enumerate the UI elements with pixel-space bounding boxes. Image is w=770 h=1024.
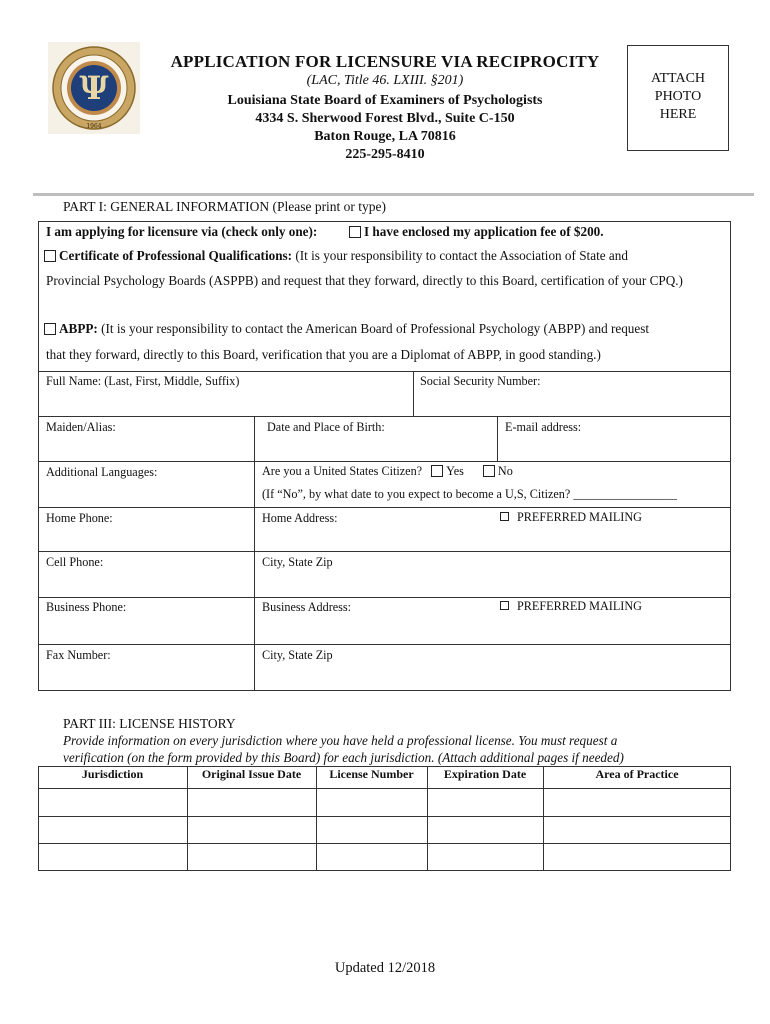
home-phone-label: Home Phone: (46, 511, 113, 525)
attach-photo-box[interactable] (627, 45, 729, 151)
maiden-label: Maiden/Alias: (46, 420, 116, 434)
citizen-no-label: No (497, 464, 513, 478)
full-name-label: Full Name: (Last, First, Middle, Suffix) (46, 374, 240, 388)
business-preferred-checkbox[interactable] (500, 601, 509, 610)
business-address-label: Business Address: (262, 600, 352, 614)
board-city: Baton Rouge, LA 70816 (314, 129, 456, 144)
citizen-if-no: (If “No”, by what date to you expect to become a U,S, Citizen? _________________ (262, 487, 677, 501)
board-seal-logo (48, 42, 140, 134)
abpp-line (44, 321, 649, 337)
business-preferred-mailing (500, 599, 642, 614)
board-phone: 225-295-8410 (345, 147, 425, 162)
col-jurisdiction: Jurisdiction (81, 767, 144, 781)
photo-label-1: ATTACH (650, 71, 706, 86)
home-preferred-mailing (500, 510, 642, 525)
abpp-title: ABPP: (59, 321, 98, 336)
business-preferred-label: PREFERRED MAILING (517, 599, 642, 613)
photo-label-2: PHOTO (654, 89, 702, 104)
part3-instructions-1: Provide information on every jurisdiction where you have held a professional license. You must request a (63, 733, 618, 748)
fax-label: Fax Number: (46, 648, 111, 662)
table-row[interactable] (39, 844, 730, 870)
col-license-number: License Number (329, 767, 414, 781)
col-area-of-practice: Area of Practice (595, 767, 679, 781)
fee-line (349, 224, 604, 240)
board-name: Louisiana State Board of Examiners of Psychologists (227, 93, 543, 108)
home-city-label: City, State Zip (262, 555, 333, 569)
photo-label-3: HERE (659, 107, 697, 122)
form-title: APPLICATION FOR LICENSURE VIA RECIPROCITY (170, 52, 600, 71)
cpq-title: Certificate of Professional Qualifications: (59, 248, 293, 263)
email-field[interactable] (499, 436, 729, 459)
email-label: E-mail address: (505, 420, 582, 434)
ssn-field[interactable] (415, 390, 729, 414)
maiden-field[interactable] (40, 436, 252, 459)
citizen-yes-label: Yes (446, 464, 464, 478)
cpq-checkbox[interactable] (44, 250, 56, 262)
fee-label: I have enclosed my application fee of $200. (364, 224, 604, 239)
abpp-text-1: (It is your responsibility to contact the American Board of Professional Psychology (ABPP) and request (101, 321, 650, 336)
home-preferred-label: PREFERRED MAILING (517, 510, 642, 524)
cpq-line (44, 248, 628, 264)
updated-date: Updated 12/2018 (334, 960, 436, 976)
cpq-text-1: (It is your responsibility to contact the Association of State and (295, 248, 628, 263)
citizen-yes-checkbox[interactable] (431, 465, 443, 477)
part1-heading: PART I: GENERAL INFORMATION (Please print or type) (63, 199, 387, 214)
abpp-text-2: that they forward, directly to this Board, verification that you are a Diplomat of ABPP, in good standing.) (46, 347, 601, 362)
home-address-label: Home Address: (262, 511, 338, 525)
svg-text:Ψ: Ψ (79, 69, 109, 107)
part3-instructions-2: verification (on the form provided by this Board) for each jurisdiction. (Attach additional pages if needed) (63, 750, 624, 765)
cell-phone-label: Cell Phone: (46, 555, 104, 569)
board-address: 4334 S. Sherwood Forest Blvd., Suite C-150 (255, 111, 515, 126)
col-original-issue-date: Original Issue Date (201, 767, 302, 781)
citizen-question-label: Are you a United States Citizen? (262, 464, 423, 478)
cpq-text-2: Provincial Psychology Boards (ASPPB) and request that they forward, directly to this Board, certification of your CPQ.) (46, 273, 683, 288)
abpp-checkbox[interactable] (44, 323, 56, 335)
col-expiration-date: Expiration Date (443, 767, 527, 781)
svg-text:1964: 1964 (86, 123, 102, 130)
citizen-question (262, 464, 513, 479)
dob-label: Date and Place of Birth: (267, 420, 385, 434)
full-name-field[interactable] (40, 390, 411, 414)
citizen-no-checkbox[interactable] (483, 465, 495, 477)
table-row[interactable] (39, 789, 730, 815)
fee-checkbox[interactable] (349, 226, 361, 238)
languages-label: Additional Languages: (46, 465, 158, 479)
business-city-label: City, State Zip (262, 648, 333, 662)
general-info-grid (38, 371, 731, 691)
part3-heading: PART III: LICENSE HISTORY (63, 716, 236, 731)
ssn-label: Social Security Number: (420, 374, 541, 388)
citation: (LAC, Title 46. LXIII. §201) (306, 73, 464, 88)
business-phone-label: Business Phone: (46, 600, 127, 614)
home-preferred-checkbox[interactable] (500, 512, 509, 521)
applying-label: I am applying for licensure via (check only one): (46, 224, 318, 239)
table-row[interactable] (39, 817, 730, 842)
dob-field[interactable] (256, 436, 495, 459)
header-divider (33, 193, 754, 196)
